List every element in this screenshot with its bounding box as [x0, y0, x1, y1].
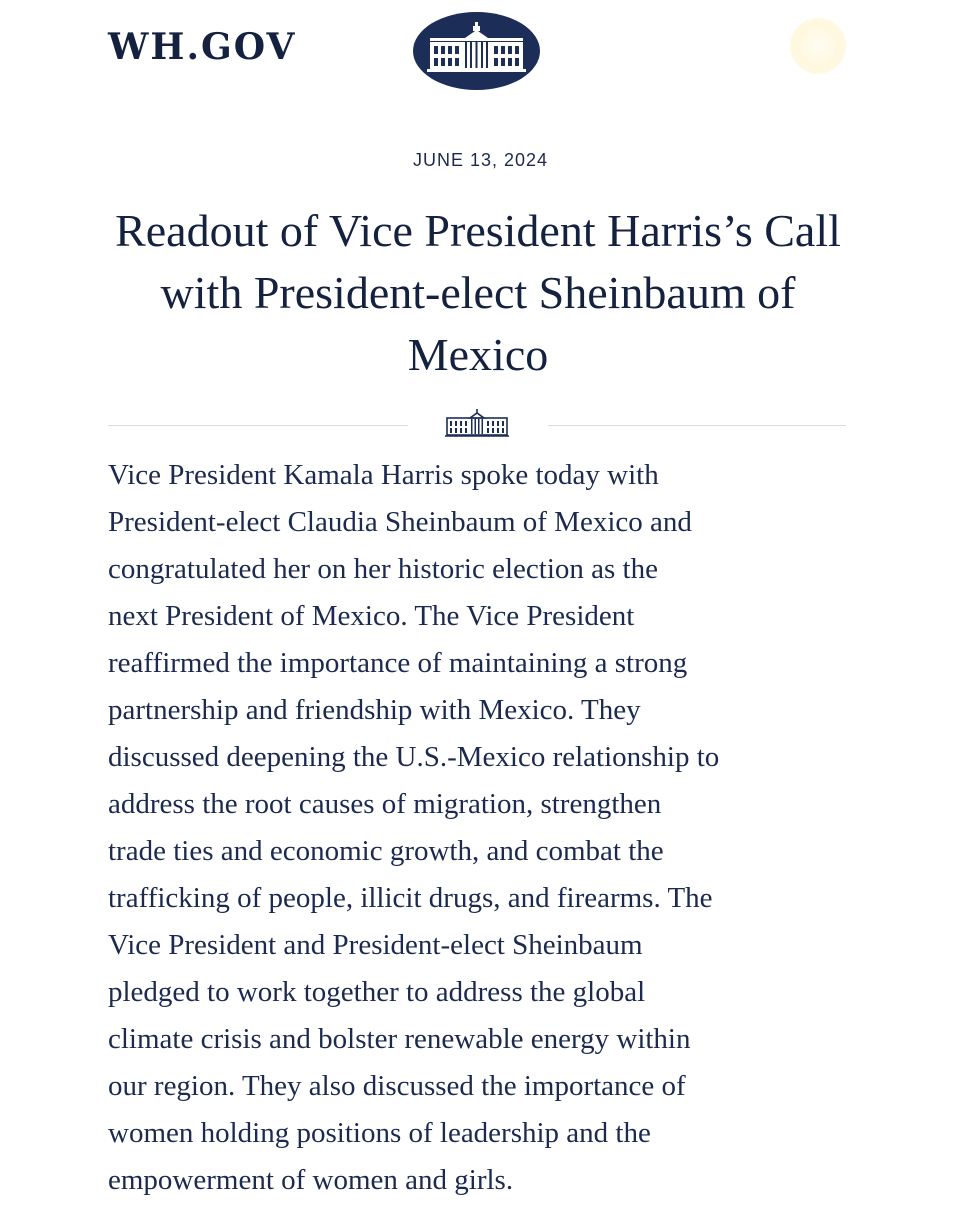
corner-decoration	[790, 18, 846, 74]
title-divider	[108, 405, 846, 445]
divider-rule-right	[548, 425, 846, 426]
white-house-seal-icon[interactable]	[413, 12, 540, 90]
site-header	[0, 0, 961, 110]
article-date: JUNE 13, 2024	[412, 150, 549, 170]
article-title: Readout of Vice President Harris’s Call with President-elect Sheinbaum of Mexico	[115, 205, 841, 380]
site-home-link[interactable]: WH.GOV	[108, 26, 297, 68]
article-body: Vice President Kamala Harris spoke today with President-elect Claudia Sheinbaum of Mexico and congratulated her on her historic election as the next President of Mexico. The Vice President reaffirmed the importance of maintaining a strong partnership and friendship with Mexico. They discussed deepening the U.S.-Mexico relationship to address the root causes of migration, strengthen trade ties and economic growth, and combat the trafficking of people, illicit drugs, and firearms. The Vice President and President-elect Sheinbaum pledged to work together to address the global climate crisis and bolster renewable energy within our region. They also discussed the importance of women holding positions of leadership and the empowerment of women and girls.	[108, 459, 720, 1196]
divider-rule-left	[108, 425, 408, 426]
white-house-building-icon	[444, 407, 510, 439]
